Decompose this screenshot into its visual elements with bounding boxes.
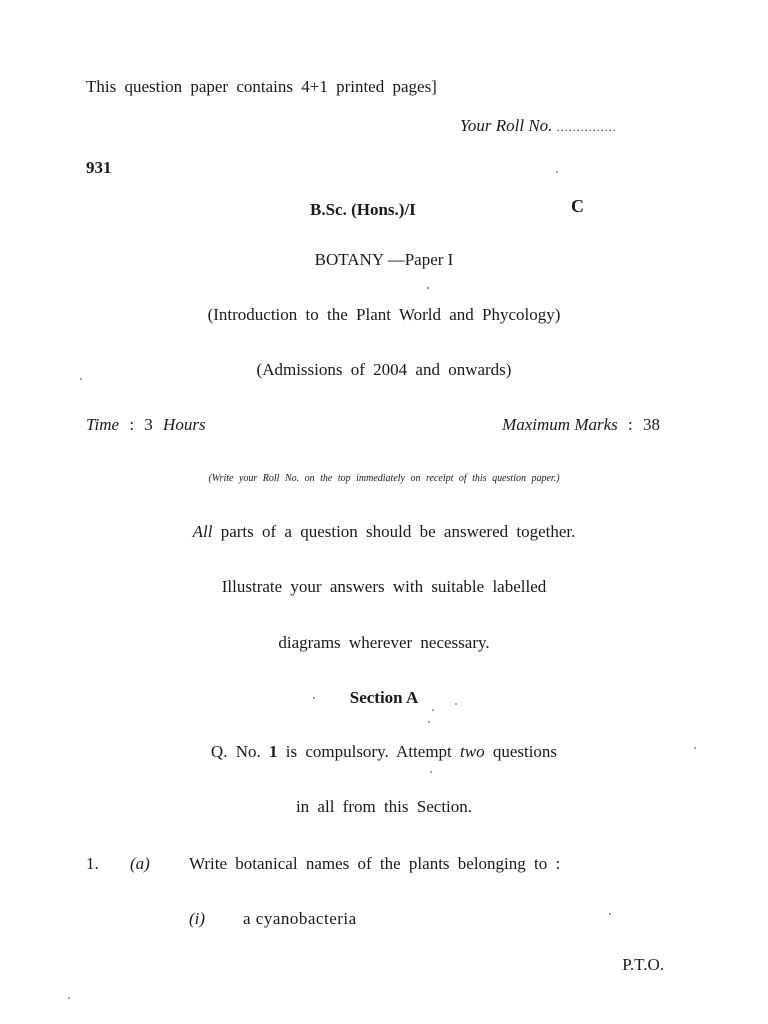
scan-speck [428,721,430,723]
question-part-label: (a) [130,854,150,873]
time-allowed [86,415,206,435]
question-part-text: Write botanical names of the plants belonging to : [189,854,561,873]
paper-code: 931 [86,158,112,177]
section-note-1 [0,742,768,762]
scan-speck [609,913,611,915]
section-note-2: in all from this Section. [295,797,473,816]
sub-question-text: a cyanobacteria [243,909,357,928]
scan-speck [80,378,82,380]
section-title: Section A [349,688,419,707]
marks-separator: : [628,415,633,434]
paper-title: (Introduction to the Plant World and Phycology) [207,305,561,324]
instruction-emphasis: All [192,522,213,541]
roll-dots: ............... [556,120,617,134]
time-label: Time [86,415,120,434]
time-separator: : [129,415,135,434]
roll-instruction: (Write your Roll No. on the top immediately on receipt of this question paper.) [208,473,560,484]
scan-speck [455,703,457,705]
scan-speck [313,697,315,699]
section-note-suffix: questions [492,742,558,761]
scan-speck [430,771,432,773]
compulsory-question-number: 1 [268,742,278,761]
subject-title: BOTANY —Paper I [314,250,454,269]
time-unit: Hours [163,415,206,434]
set-letter: C [571,196,584,216]
instruction-line-2: Illustrate your answers with suitable labelled [221,577,547,596]
instruction-line-3: diagrams wherever necessary. [278,633,490,652]
course-title: B.Sc. (Hons.)/I [310,200,416,219]
instruction-line-1 [0,522,768,542]
admissions-note: (Admissions of 2004 and onwards) [256,360,512,379]
scan-speck [68,997,70,999]
section-note-emphasis: two [460,742,485,761]
instruction-rest: parts of a question should be answered together. [220,522,576,541]
scan-speck [427,287,429,289]
roll-label: Your Roll No. [460,116,553,135]
marks-label: Maximum Marks [502,415,618,434]
time-value: 3 [144,415,153,434]
section-note-prefix: Q. No. [210,742,261,761]
marks-value: 38 [643,415,660,434]
question-number: 1. [86,854,99,873]
sub-question-label: (i) [189,909,206,928]
maximum-marks [502,415,660,435]
pages-note: This question paper contains 4+1 printed pages] [86,77,437,96]
section-note-middle: is compulsory. Attempt [285,742,452,761]
scan-speck [432,709,434,711]
scan-speck [694,747,696,749]
roll-number-field [460,116,617,136]
please-turn-over: P.T.O. [622,955,664,974]
scan-speck [556,171,558,173]
